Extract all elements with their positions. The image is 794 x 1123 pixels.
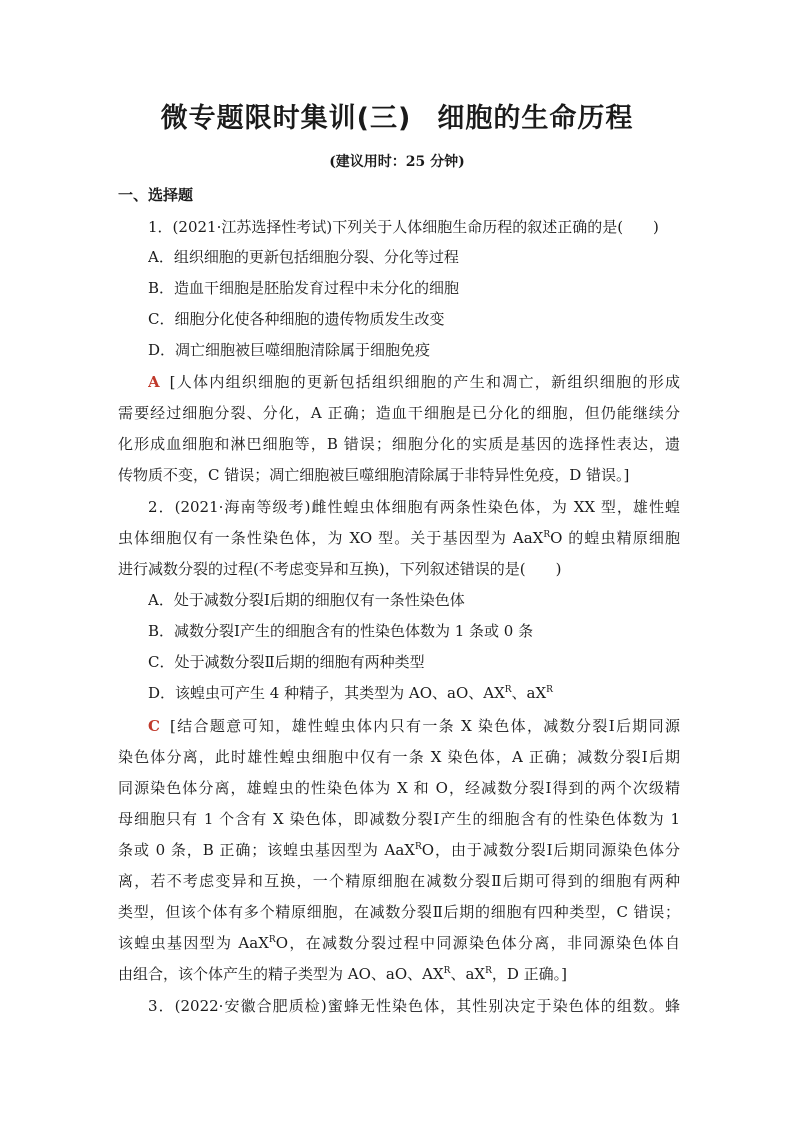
q2-answer: C [148, 717, 160, 735]
q1-option-b: B．造血干细胞是胚胎发育过程中未分化的细胞 [148, 279, 460, 297]
section-heading: 一、选择题 [118, 186, 194, 204]
q1-option-c: C．细胞分化使各种细胞的遗传物质发生改变 [148, 310, 445, 328]
q2-explanation-line: 同源染色体分离，雄蝗虫的性染色体为 X 和 O，经减数分裂Ⅰ得到的两个次级精 [118, 779, 680, 797]
q1-explanation-line: 传物质不变，C 错误；凋亡细胞被巨噬细胞清除属于非特异性免疫，D 错误。] [118, 466, 630, 484]
question-3-stem: 3．(2022·安徽合肥质检)蜜蜂无性染色体，其性别决定于染色体的组数。蜂 [148, 997, 680, 1015]
page-title [0, 96, 794, 135]
q2-explanation-line: 类型，但该个体有多个精原细胞，在减数分裂Ⅱ后期的细胞有四种类型，C 错误； [118, 903, 680, 921]
q2-option-a: A．处于减数分裂Ⅰ后期的细胞仅有一条性染色体 [148, 591, 465, 609]
q1-option-a: A．组织细胞的更新包括细胞分裂、分化等过程 [148, 248, 459, 266]
title-main: 微专题限时集训(三) [160, 103, 412, 134]
q2-explanation-line: C [结合题意可知，雄性蝗虫体内只有一条 X 染色体，减数分裂Ⅰ后期同源 [148, 717, 680, 735]
q2-explanation-line: 由组合，该个体产生的精子类型为 AO、aO、$AX^R$、$aX^R$，D 正确。] [118, 965, 567, 983]
q2-explanation-line: 染色体分离，此时雄性蝗虫细胞中仅有一条 X 染色体，A 正确；减数分裂Ⅰ后期 [118, 748, 680, 766]
q2-explanation-line: 母细胞只有 1 个含有 X 染色体，即减数分裂Ⅰ产生的细胞含有的性染色体数为 1 [118, 810, 680, 828]
q1-explanation-line: A [人体内组织细胞的更新包括组织细胞的产生和凋亡，新组织细胞的形成 [148, 373, 680, 391]
q2-explanation-line: 离，若不考虑变异和互换，一个精原细胞在减数分裂Ⅱ后期可得到的细胞有两种 [118, 872, 680, 890]
question-2-stem: 2．(2021·海南等级考)雌性蝗虫体细胞有两条性染色体，为 XX 型，雄性蝗 [148, 498, 680, 516]
question-2-stem: 虫体细胞仅有一条性染色体，为 XO 型。关于基因型为 AaX$^R$O 的蝗虫精原细胞 [118, 529, 680, 547]
question-1-stem: 1．(2021·江苏选择性考试)下列关于人体细胞生命历程的叙述正确的是( ) [148, 218, 659, 236]
q1-answer: A [148, 373, 160, 391]
q2-option-b: B．减数分裂Ⅰ产生的细胞含有的性染色体数为 1 条或 0 条 [148, 622, 534, 640]
q1-explanation-line: 化形成血细胞和淋巴细胞等，B 错误；细胞分化的实质是基因的选择性表达，遗 [118, 435, 680, 453]
q1-explanation-line: 需要经过细胞分裂、分化，A 正确；造血干细胞是已分化的细胞，但仍能继续分 [118, 404, 680, 422]
title-topic: 细胞的生命历程 [437, 103, 634, 134]
q2-option-c: C．处于减数分裂Ⅱ后期的细胞有两种类型 [148, 653, 425, 671]
q2-explanation-line: 条或 0 条，B 正确；该蝗虫基因型为 AaX$^R$O，由于减数分裂Ⅰ后期同源染色体分 [118, 841, 680, 859]
question-2-stem: 进行减数分裂的过程(不考虑变异和互换)，下列叙述错误的是( ) [118, 560, 562, 578]
suggested-time: (建议用时：25 分钟) [329, 154, 465, 170]
q2-explanation-line: 该蝗虫基因型为 AaX$^R$O，在减数分裂过程中同源染色体分离，非同源染色体自 [118, 934, 680, 952]
q2-option-d: D．该蝗虫可产生 4 种精子，其类型为 AO、aO、$AX^R$、$aX^R$ [148, 684, 553, 702]
q1-option-d: D．凋亡细胞被巨噬细胞清除属于细胞免疫 [148, 341, 431, 359]
